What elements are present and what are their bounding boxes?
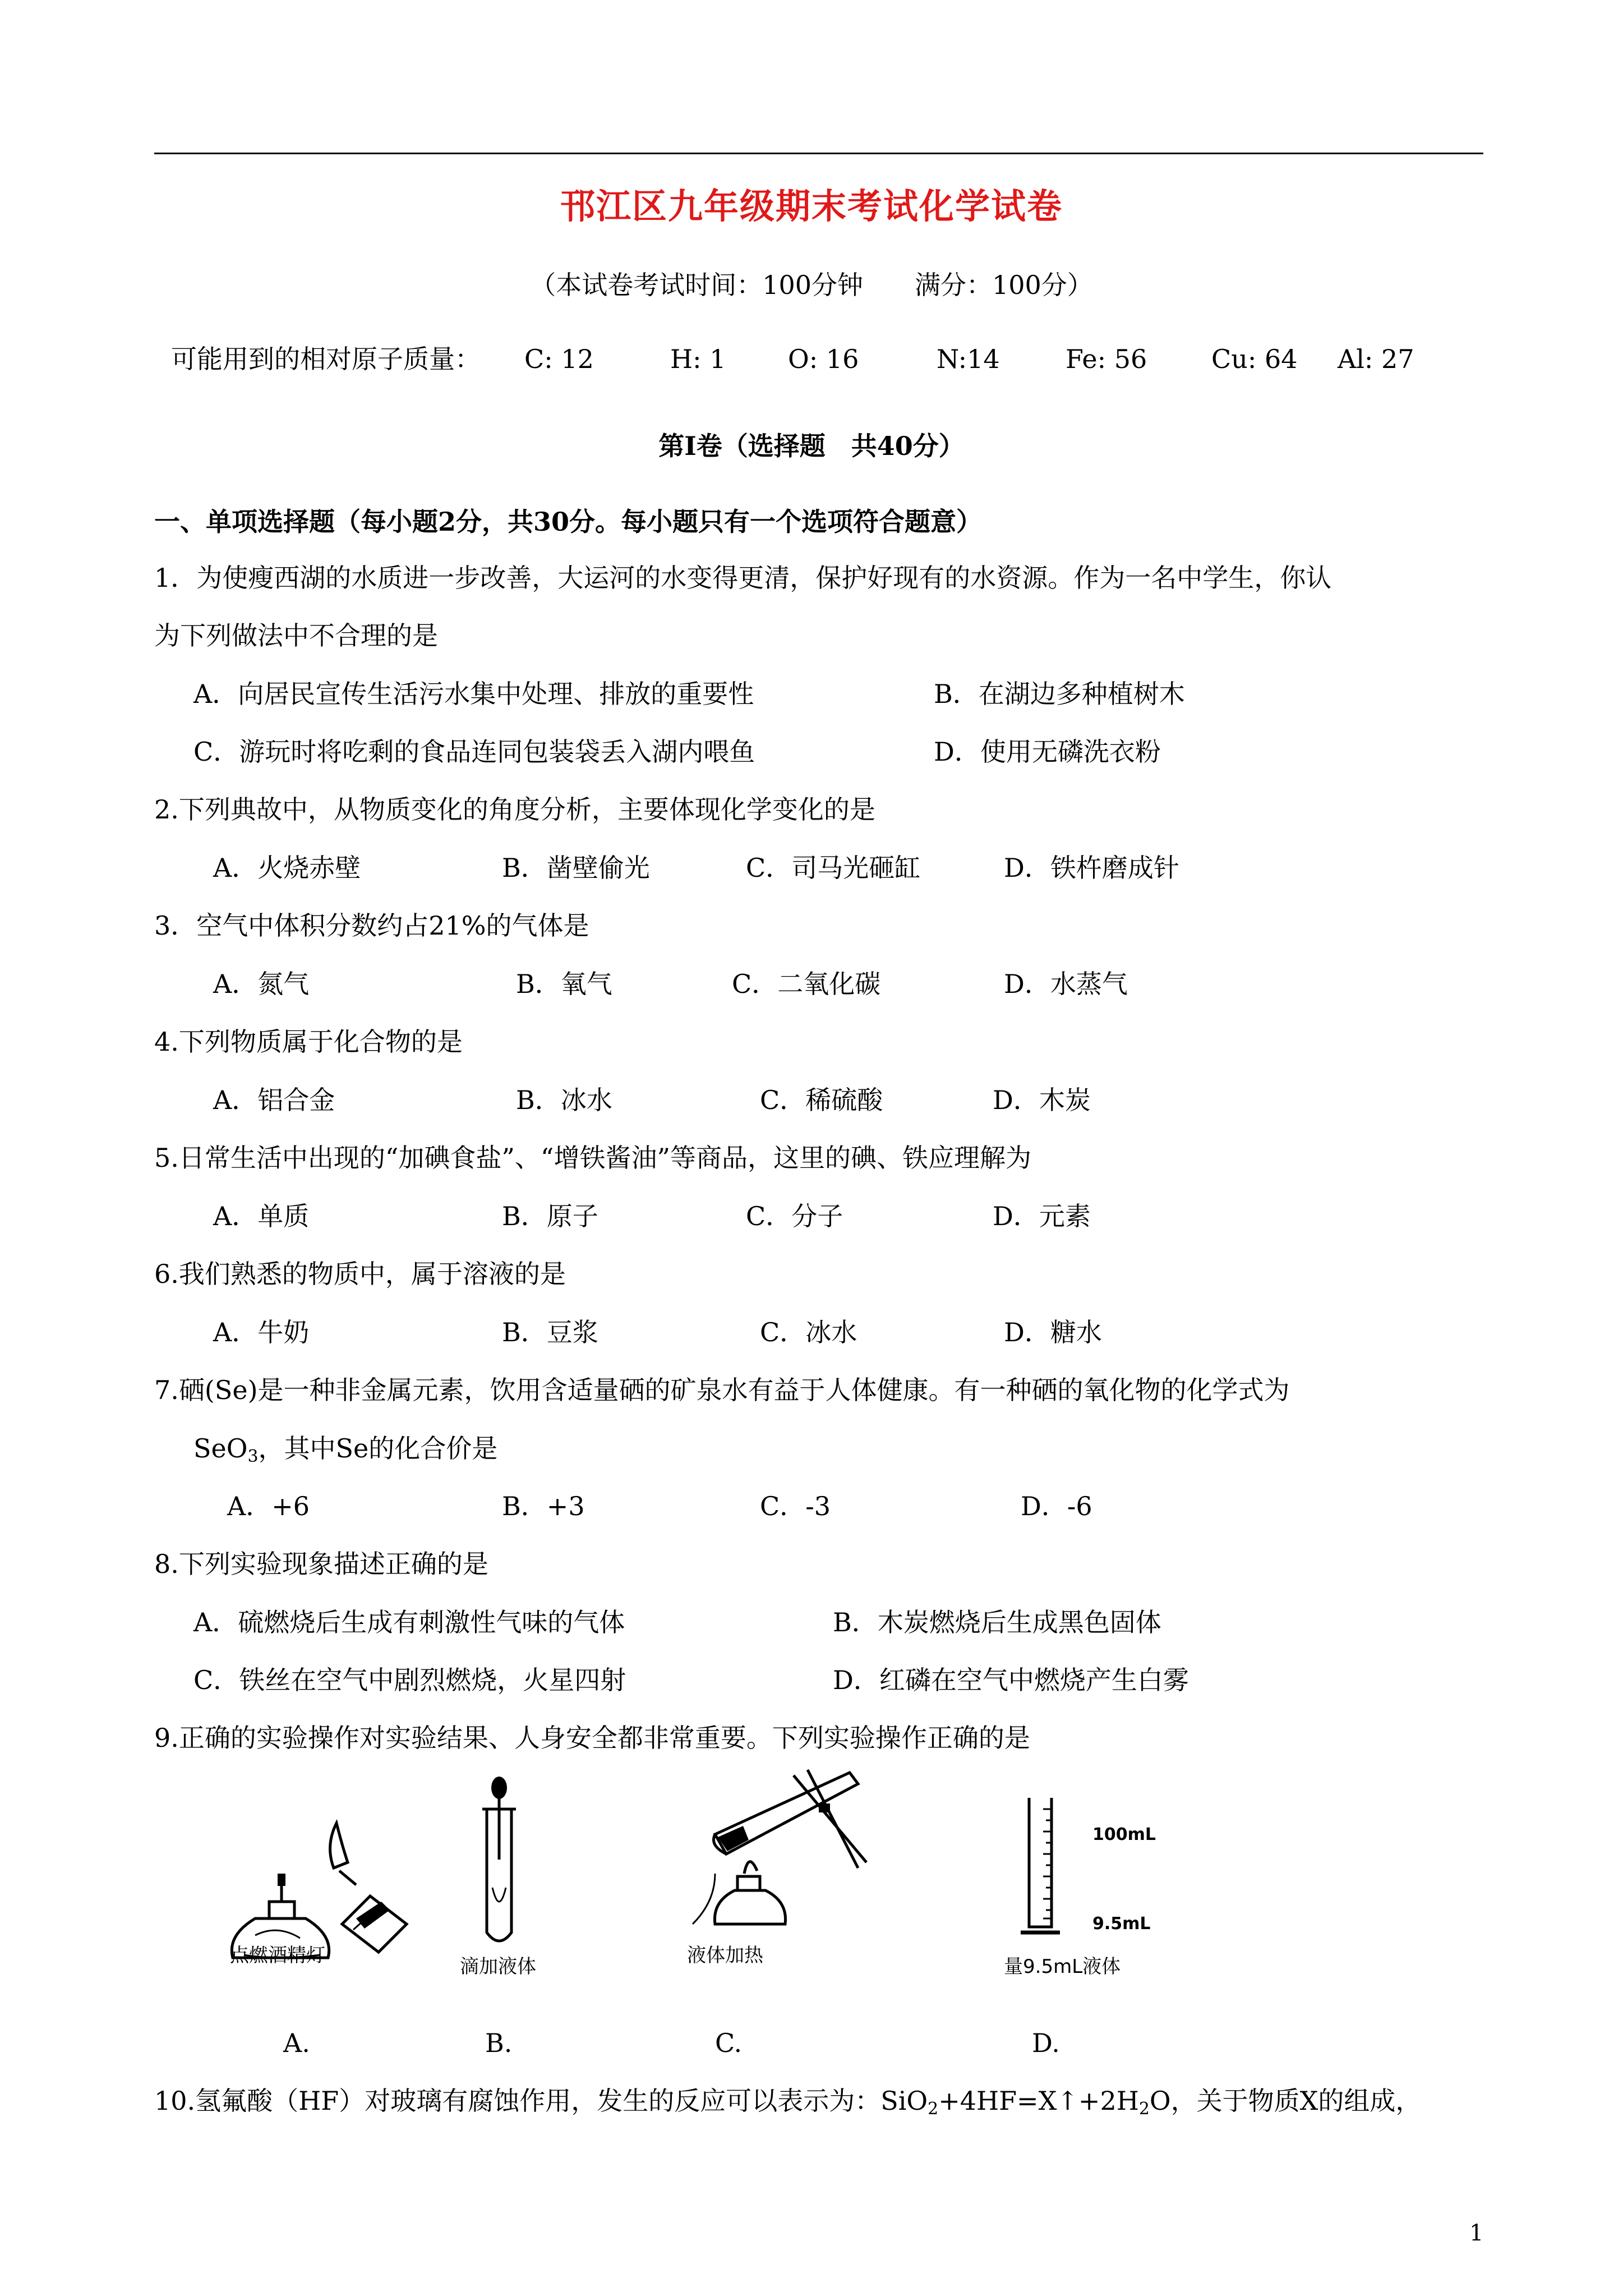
figure-caption-c: 液体加热 xyxy=(687,1944,763,1967)
q5-option-d: D．元素 xyxy=(993,1201,1091,1231)
q2-option-d: D．铁杵磨成针 xyxy=(1004,853,1179,883)
q4-option-c: C．稀硫酸 xyxy=(760,1085,883,1115)
q7-option-a: A．+6 xyxy=(227,1491,310,1521)
q1-option-a: A．向居民宣传生活污水集中处理、排放的重要性 xyxy=(193,679,754,709)
graduated-cylinder-figure xyxy=(1021,1792,1094,1938)
q7-option-d: D．-6 xyxy=(1021,1491,1092,1521)
liquid-heating-figure xyxy=(681,1761,872,1941)
q10-stem-part3: O，关于物质X的组成， xyxy=(1149,2086,1422,2116)
q10-stem xyxy=(154,2084,1421,2126)
atomic-mass-c: C: 12 xyxy=(524,344,594,374)
q9-option-b: B. xyxy=(485,2028,513,2058)
q4-option-a: A．铝合金 xyxy=(213,1085,335,1115)
q10-subscript-2: 2 xyxy=(1138,2099,1150,2119)
q6-option-b: B．豆浆 xyxy=(502,1317,598,1347)
q2-stem: 2.下列典故中，从物质变化的角度分析，主要体现化学变化的是 xyxy=(154,794,875,825)
q8-stem: 8.下列实验现象描述正确的是 xyxy=(154,1549,488,1579)
exam-info: （本试卷考试时间：100分钟 满分：100分） xyxy=(530,270,1093,300)
q9-option-d: D. xyxy=(1032,2028,1060,2058)
part1-title: 第Ⅰ卷（选择题 共40分） xyxy=(658,431,965,461)
cylinder-top-mark: 100mL xyxy=(1092,1825,1156,1844)
q10-subscript-1: 2 xyxy=(928,2099,939,2119)
q6-option-a: A．牛奶 xyxy=(213,1317,310,1347)
q7-option-b: B．+3 xyxy=(502,1491,585,1521)
q7-stem-tail: ，其中Se的化合价是 xyxy=(258,1433,498,1464)
q1-stem-cont: 为下列做法中不合理的是 xyxy=(154,620,438,651)
q9-option-c: C. xyxy=(715,2028,743,2058)
q8-option-a: A．硫燃烧后生成有刺激性气味的气体 xyxy=(193,1607,625,1637)
q3-stem: 3．空气中体积分数约占21%的气体是 xyxy=(154,910,589,941)
atomic-mass-h: H: 1 xyxy=(670,344,726,374)
atomic-mass-label: 可能用到的相对原子质量： xyxy=(171,344,481,374)
q7-formula-subscript: 3 xyxy=(247,1447,259,1466)
q7-option-c: C．-3 xyxy=(760,1491,831,1521)
q7-stem-cont xyxy=(193,1432,497,1474)
dropper-test-tube-figure xyxy=(477,1775,522,1955)
figure-caption-a: 点燃酒精灯 xyxy=(230,1944,325,1967)
atomic-mass-al: Al: 27 xyxy=(1338,344,1414,374)
q2-option-a: A．火烧赤壁 xyxy=(213,853,361,883)
atomic-mass-n: N:14 xyxy=(937,344,1000,374)
section1-title: 一、单项选择题（每小题2分，共30分。每小题只有一个选项符合题意） xyxy=(154,507,983,537)
q5-option-b: B．原子 xyxy=(502,1201,598,1231)
q8-option-b: B．木炭燃烧后生成黑色固体 xyxy=(833,1607,1161,1637)
atomic-mass-o: O: 16 xyxy=(788,344,859,374)
exam-title: 邗江区九年级期末考试化学试卷 xyxy=(560,186,1063,227)
q3-option-a: A．氮气 xyxy=(213,969,310,999)
q4-stem: 4.下列物质属于化合物的是 xyxy=(154,1027,463,1057)
q7-formula: SeO xyxy=(193,1433,248,1464)
q7-stem: 7.硒(Se)是一种非金属元素，饮用含适量硒的矿泉水有益于人体健康。有一种硒的氧化物的化学式为 xyxy=(154,1375,1290,1405)
q1-option-b: B．在湖边多种植树木 xyxy=(934,679,1185,709)
q3-option-b: B．氧气 xyxy=(516,969,612,999)
q8-option-c: C．铁丝在空气中剧烈燃烧，火星四射 xyxy=(193,1665,626,1695)
q3-option-d: D．水蒸气 xyxy=(1004,969,1128,999)
q6-option-d: D．糖水 xyxy=(1004,1317,1102,1347)
q6-option-c: C．冰水 xyxy=(760,1317,857,1347)
q5-stem: 5.日常生活中出现的“加碘食盐”、“增铁酱油”等商品，这里的碘、铁应理解为 xyxy=(154,1143,1031,1173)
atomic-mass-cu: Cu: 64 xyxy=(1211,344,1298,374)
q9-option-a: A. xyxy=(283,2028,310,2058)
q10-stem-part2: +4HF=X↑+2H xyxy=(938,2086,1139,2116)
header-rule xyxy=(154,153,1483,154)
q3-option-c: C．二氧化碳 xyxy=(732,969,881,999)
q5-option-a: A．单质 xyxy=(213,1201,310,1231)
q1-option-c: C．游玩时将吃剩的食品连同包装袋丢入湖内喂鱼 xyxy=(193,737,755,767)
q5-option-c: C．分子 xyxy=(746,1201,843,1231)
q1-stem: 1．为使瘦西湖的水质进一步改善，大运河的水变得更清，保护好现有的水资源。作为一名中学生，你认 xyxy=(154,563,1332,593)
figure-caption-b: 滴加液体 xyxy=(460,1955,536,1978)
q10-stem-part1: 10.氢氟酸（HF）对玻璃有腐蚀作用，发生的反应可以表示为：SiO xyxy=(154,2086,928,2116)
cylinder-bottom-mark: 9.5mL xyxy=(1092,1914,1151,1934)
q4-option-b: B．冰水 xyxy=(516,1085,612,1115)
q9-stem: 9.正确的实验操作对实验结果、人身安全都非常重要。下列实验操作正确的是 xyxy=(154,1723,1030,1753)
q1-option-d: D．使用无磷洗衣粉 xyxy=(934,737,1161,767)
atomic-mass-fe: Fe: 56 xyxy=(1066,344,1147,374)
q2-option-b: B．凿壁偷光 xyxy=(502,853,650,883)
figure-caption-d: 量9.5mL液体 xyxy=(1004,1955,1121,1978)
page-number: 1 xyxy=(1469,2220,1484,2246)
q8-option-d: D．红磷在空气中燃烧产生白雾 xyxy=(833,1665,1189,1695)
q6-stem: 6.我们熟悉的物质中，属于溶液的是 xyxy=(154,1259,566,1289)
q2-option-c: C．司马光砸缸 xyxy=(746,853,921,883)
alcohol-lamp-lighting-figure xyxy=(222,1750,412,1969)
q4-option-d: D．木炭 xyxy=(993,1085,1091,1115)
